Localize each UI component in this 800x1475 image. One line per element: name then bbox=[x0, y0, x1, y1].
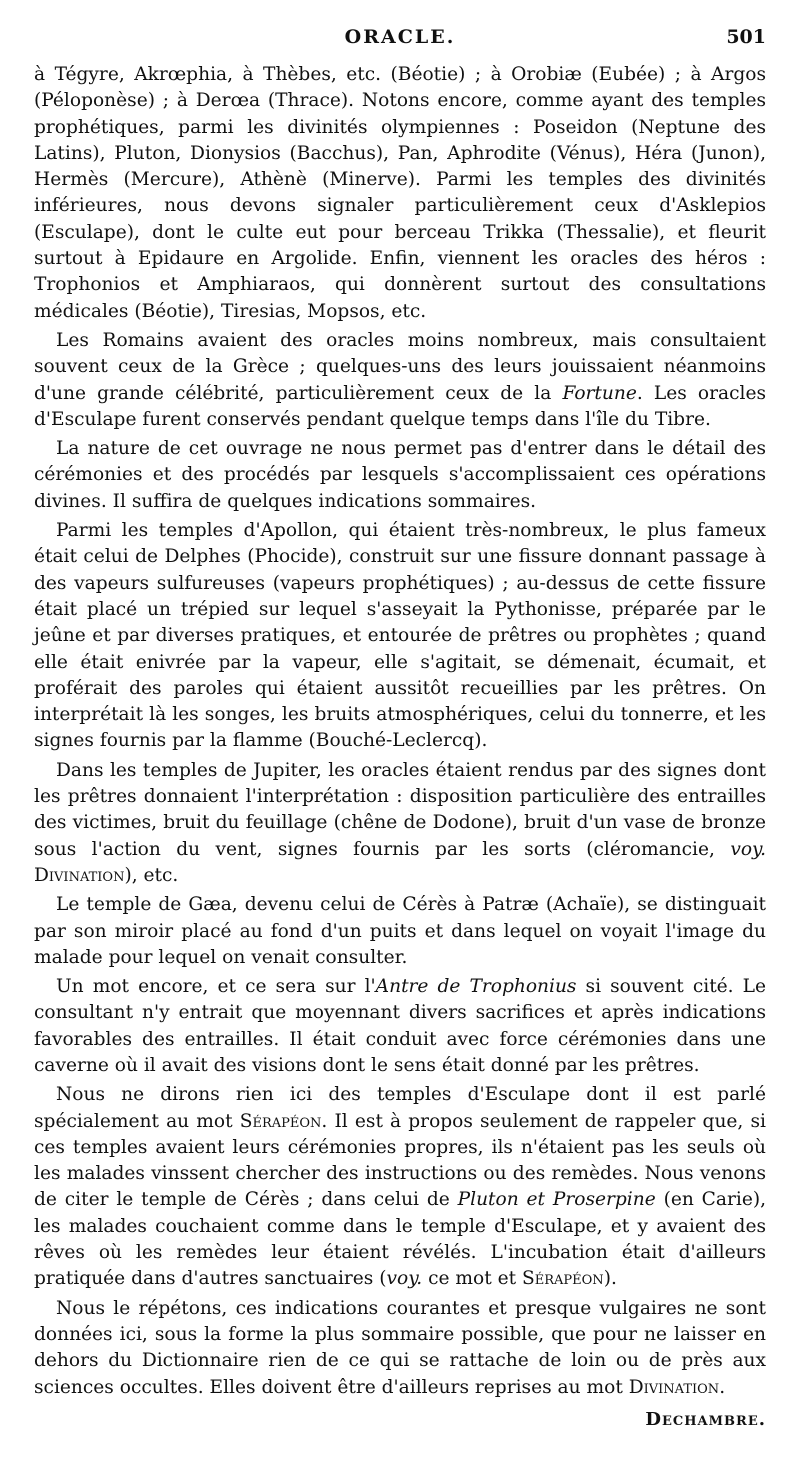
text-run: si souvent cité. Le consultant n'y entrait que moyennant divers sacrifices et après indications favorables des entrailles. Il était conduit avec force cérémonies dans une caverne où il avait des visions dont le sens était donné par les prêtres. bbox=[34, 976, 766, 1076]
text-run: Nous le répétons, ces indications courantes et presque vulgaires ne sont données ici, sous la forme la plus sommaire possible, que pour ne laisser en dehors du Dictionnaire rien de ce qui se rattache de loin ou de près aux sciences occultes. Elles doivent être d'ailleurs reprises au mot bbox=[34, 1297, 766, 1398]
paragraph-9 bbox=[34, 1296, 766, 1401]
author-signature: Dechambre. bbox=[645, 1408, 766, 1430]
article-body bbox=[34, 62, 766, 1433]
text-run: Dans les temples de Jupiter, les oracles étaient rendus par des signes dont les prêtres donnaient l'interprétation : disposition particulière des entrailles des victimes, bruit du feuillage (chêne de Dodone), bruit d'un vase de bronze sous l'action du vent, signes fournis par les sorts (cléromancie, bbox=[34, 759, 766, 860]
paragraph-1: à Tégyre, Akrœphia, à Thèbes, etc. (Béotie) ; à Orobiæ (Eubée) ; à Argos (Péloponèse) ; à Derœa (Thrace). Notons encore, comme ayant des temples prophétiques, parmi les divinités olympiennes : Poseidon (Neptune des Latins), Pluton, Dionysios (Bacchus), Pan, Aphrodite (Vénus), Héra (Junon), Hermès (Mercure), Athènè (Minerve). Parmi les temples des divinités inférieures, nous devons signaler particulièrement ceux d'Asklepios (Esculape), dont le culte eut pour berceau Trikka (Thessalie), et fleurit surtout à Epidaure en Argolide. Enfin, viennent les oracles des héros : Trophonios et Amphiaraos, qui donnèrent surtout des consultations médicales (Béotie), Tiresias, Mopsos, etc. bbox=[34, 64, 766, 322]
text-run: Un mot encore, et ce sera sur l' bbox=[56, 976, 376, 998]
text-run: . bbox=[719, 1376, 726, 1398]
italic-voy: voy. bbox=[730, 838, 766, 860]
text-run: ). bbox=[603, 1268, 617, 1290]
italic-term: Fortune bbox=[562, 382, 637, 404]
cross-reference: Divination bbox=[34, 864, 125, 886]
text-run: ce mot et bbox=[422, 1268, 522, 1290]
paragraph-6: Le temple de Gæa, devenu celui de Cérès à Patræ (Achaïe), se distinguait par son miroir placé au fond d'un puits et dans lequel on voyait l'image du malade pour lequel on venait consulter. bbox=[34, 894, 766, 968]
paragraph-3: La nature de cet ouvrage ne nous permet pas d'entrer dans le détail des cérémonies et des procédés par lesquels s'accomplissaient ces opérations divines. Il suffira de quelques indications sommaires. bbox=[34, 438, 766, 512]
cross-reference: Sérapéon bbox=[522, 1268, 604, 1290]
text-run: (en Carie), les malades couchaient comme dans le temple d'Esculape, et y avaient des rêves où les remèdes leur étaient révélés. L'incubation était d'ailleurs pratiquée dans d'autres sanctuaires ( bbox=[34, 1189, 766, 1290]
text-run: ), etc. bbox=[124, 864, 179, 886]
cross-reference: Divination bbox=[628, 1376, 720, 1398]
italic-term: Pluton et Proserpine bbox=[457, 1189, 656, 1211]
running-title: ORACLE. bbox=[344, 26, 456, 48]
text-run: Les Romains avaient des oracles moins nombreux, mais consultaient souvent ceux de la Grèce ; quelques-uns des leurs jouissaient néanmoins d'une grande célébrité, particulièrement ceux de la bbox=[34, 329, 766, 404]
text-run: . Les oracles d'Esculape furent conservés pendant quelque temps dans l'île du Tibre. bbox=[34, 382, 767, 430]
italic-term: Antre de Trophonius bbox=[375, 976, 577, 998]
italic-voy: voy. bbox=[386, 1268, 423, 1290]
page-header bbox=[34, 26, 766, 62]
paragraph-2 bbox=[34, 328, 766, 433]
paragraph-5 bbox=[34, 758, 766, 889]
paragraph-7 bbox=[34, 974, 766, 1079]
page-number: 501 bbox=[726, 26, 766, 48]
text-run: . Il est à propos seulement de rappeler que, si ces temples avaient leurs cérémonies propres, ils n'étaient pas les seuls où les malades vinssent chercher des instructions ou des remèdes. Nous venons de citer le temple de Cérès ; dans celui de bbox=[34, 1110, 766, 1211]
paragraph-4: Parmi les temples d'Apollon, qui étaient très-nombreux, le plus fameux était celui de Delphes (Phocide), construit sur une fissure donnant passage à des vapeurs sulfureuses (vapeurs prophétiques) ; au-dessus de cette fissure était placé un trépied sur lequel s'asseyait la Pythonisse, préparée par le jeûne et par diverses pratiques, et entourée de prêtres ou prophètes ; quand elle était enivrée par la vapeur, elle s'agitait, se démenait, écumait, et proférait des paroles qui étaient aussitôt recueillies par les prêtres. On interprétait là les songes, les bruits atmosphériques, celui du tonnerre, et les signes fournis par la flamme (Bouché-Leclercq). bbox=[34, 520, 766, 752]
cross-reference: Sérapéon bbox=[239, 1110, 322, 1132]
paragraph-8 bbox=[34, 1082, 766, 1292]
text-run: Nous ne dirons rien ici des temples d'Esculape dont il est parlé spécialement au mot bbox=[34, 1084, 766, 1132]
